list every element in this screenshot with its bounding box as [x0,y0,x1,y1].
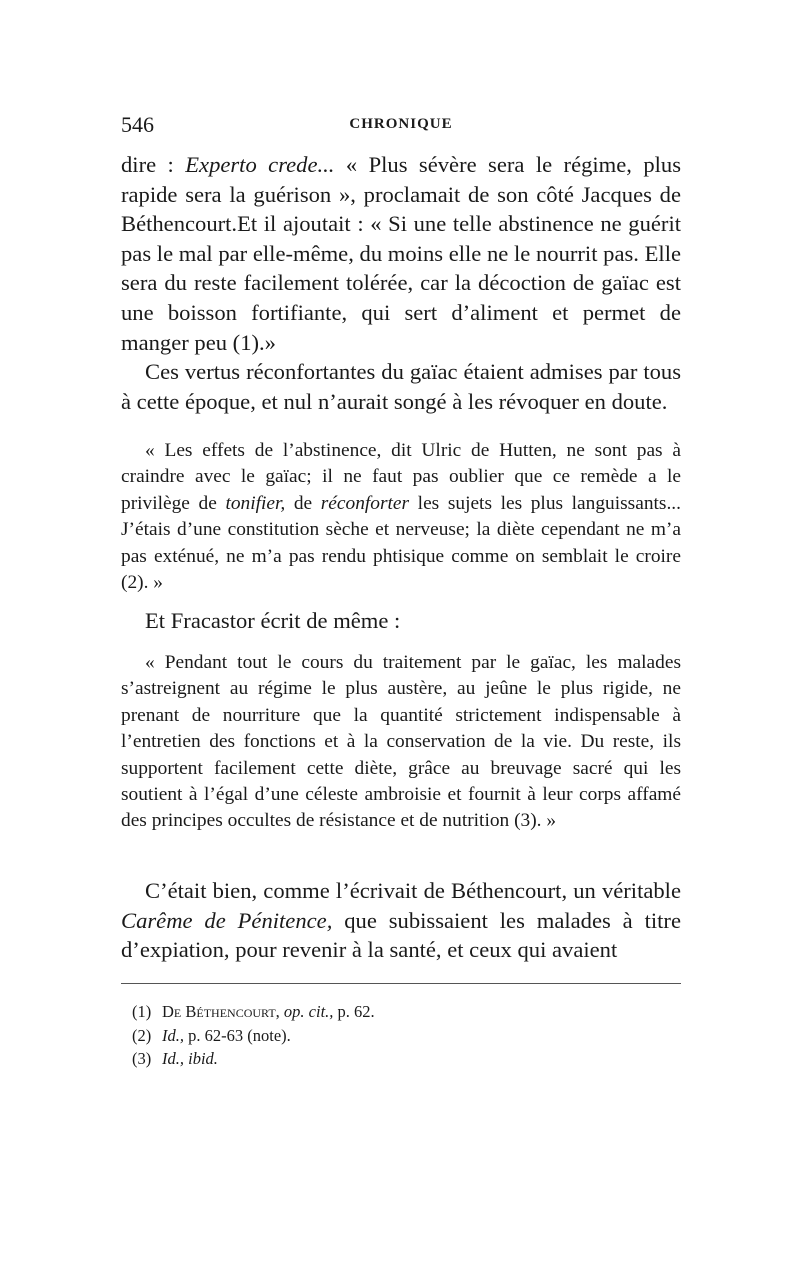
block-quote-fracastor [121,650,681,835]
italic-phrase: Experto crede... [185,152,335,177]
italic-phrase: Carême de Pénitence, [121,907,333,933]
body-text-middle [121,606,681,636]
body-text-bottom [121,876,681,965]
page-number: 546 [121,112,154,137]
paragraph-1: dire : Experto crede... « Plus sévère sera le régime, plus rapide sera la guérison », proclamait de son côté Jacques de Béthencourt.Et il ajoutait : « Si une telle abstinence ne guérit pas le mal par elle-même, du moins elle ne le nourrit pas. Elle sera du reste facilement tolérée, car la décoction de gaïac est une boisson fortifiante, qui sert d’aliment et permet de manger peu (1).» [121,152,681,355]
footnote-divider [121,983,681,984]
paragraph-3: Et Fracastor écrit de même : [145,608,401,633]
running-head: CHRONIQUE [349,116,453,132]
quote-1: « Les effets de l’abstinence, dit Ulric de Hutten, ne sont pas à craindre avec le gaïac; il ne faut pas oublier que ce remède a le privilège de tonifier, de réconforter les sujets les plus languissants... J’étais d’une constitution sèche et nerveuse; la diète cependant ne m’a pas exténué, ne m’a pas rendu phtisique comme on semblait le croire (2). » [121,440,682,594]
footnote-2: (2) Id., p. 62-63 (note). [132,1025,291,1045]
block-quote-hutten [121,438,681,596]
italic-word: tonifier, [225,492,286,514]
page-header [121,112,681,142]
paragraph-2: Ces vertus réconfortantes du gaïac étaient admises par tous à cette époque, et nul n’aurait songé à les révoquer en doute. [121,359,681,414]
paragraph-4: C’était bien, comme l’écrivait de Béthencourt, un véritable Carême de Pénitence, que subissaient les malades à titre d’expiation, pour revenir à la santé, et ceux qui avaient [121,878,681,963]
quote-2: « Pendant tout le cours du traitement par le gaïac, les malades s’astreignent au régime le plus austère, au jeûne le plus rigide, ne prenant de nourriture que la quantité strictement indispensable à l’entretien des fonctions et à la conservation de la vie. Du reste, ils supportent facilement cette diète, grâce au breuvage sacré qui les soutient à l’égal d’une céleste ambroisie et fournit à leur corps affamé des principes occultes de résistance et de nutrition (3). » [121,652,681,832]
italic-word: réconforter [320,492,410,514]
footnote-1: (1) De Béthencourt, op. cit., p. 62. [132,1002,375,1021]
footnotes [132,1000,672,1071]
body-text-top [121,150,681,416]
footnote-3: (3) Id., ibid. [132,1049,218,1068]
